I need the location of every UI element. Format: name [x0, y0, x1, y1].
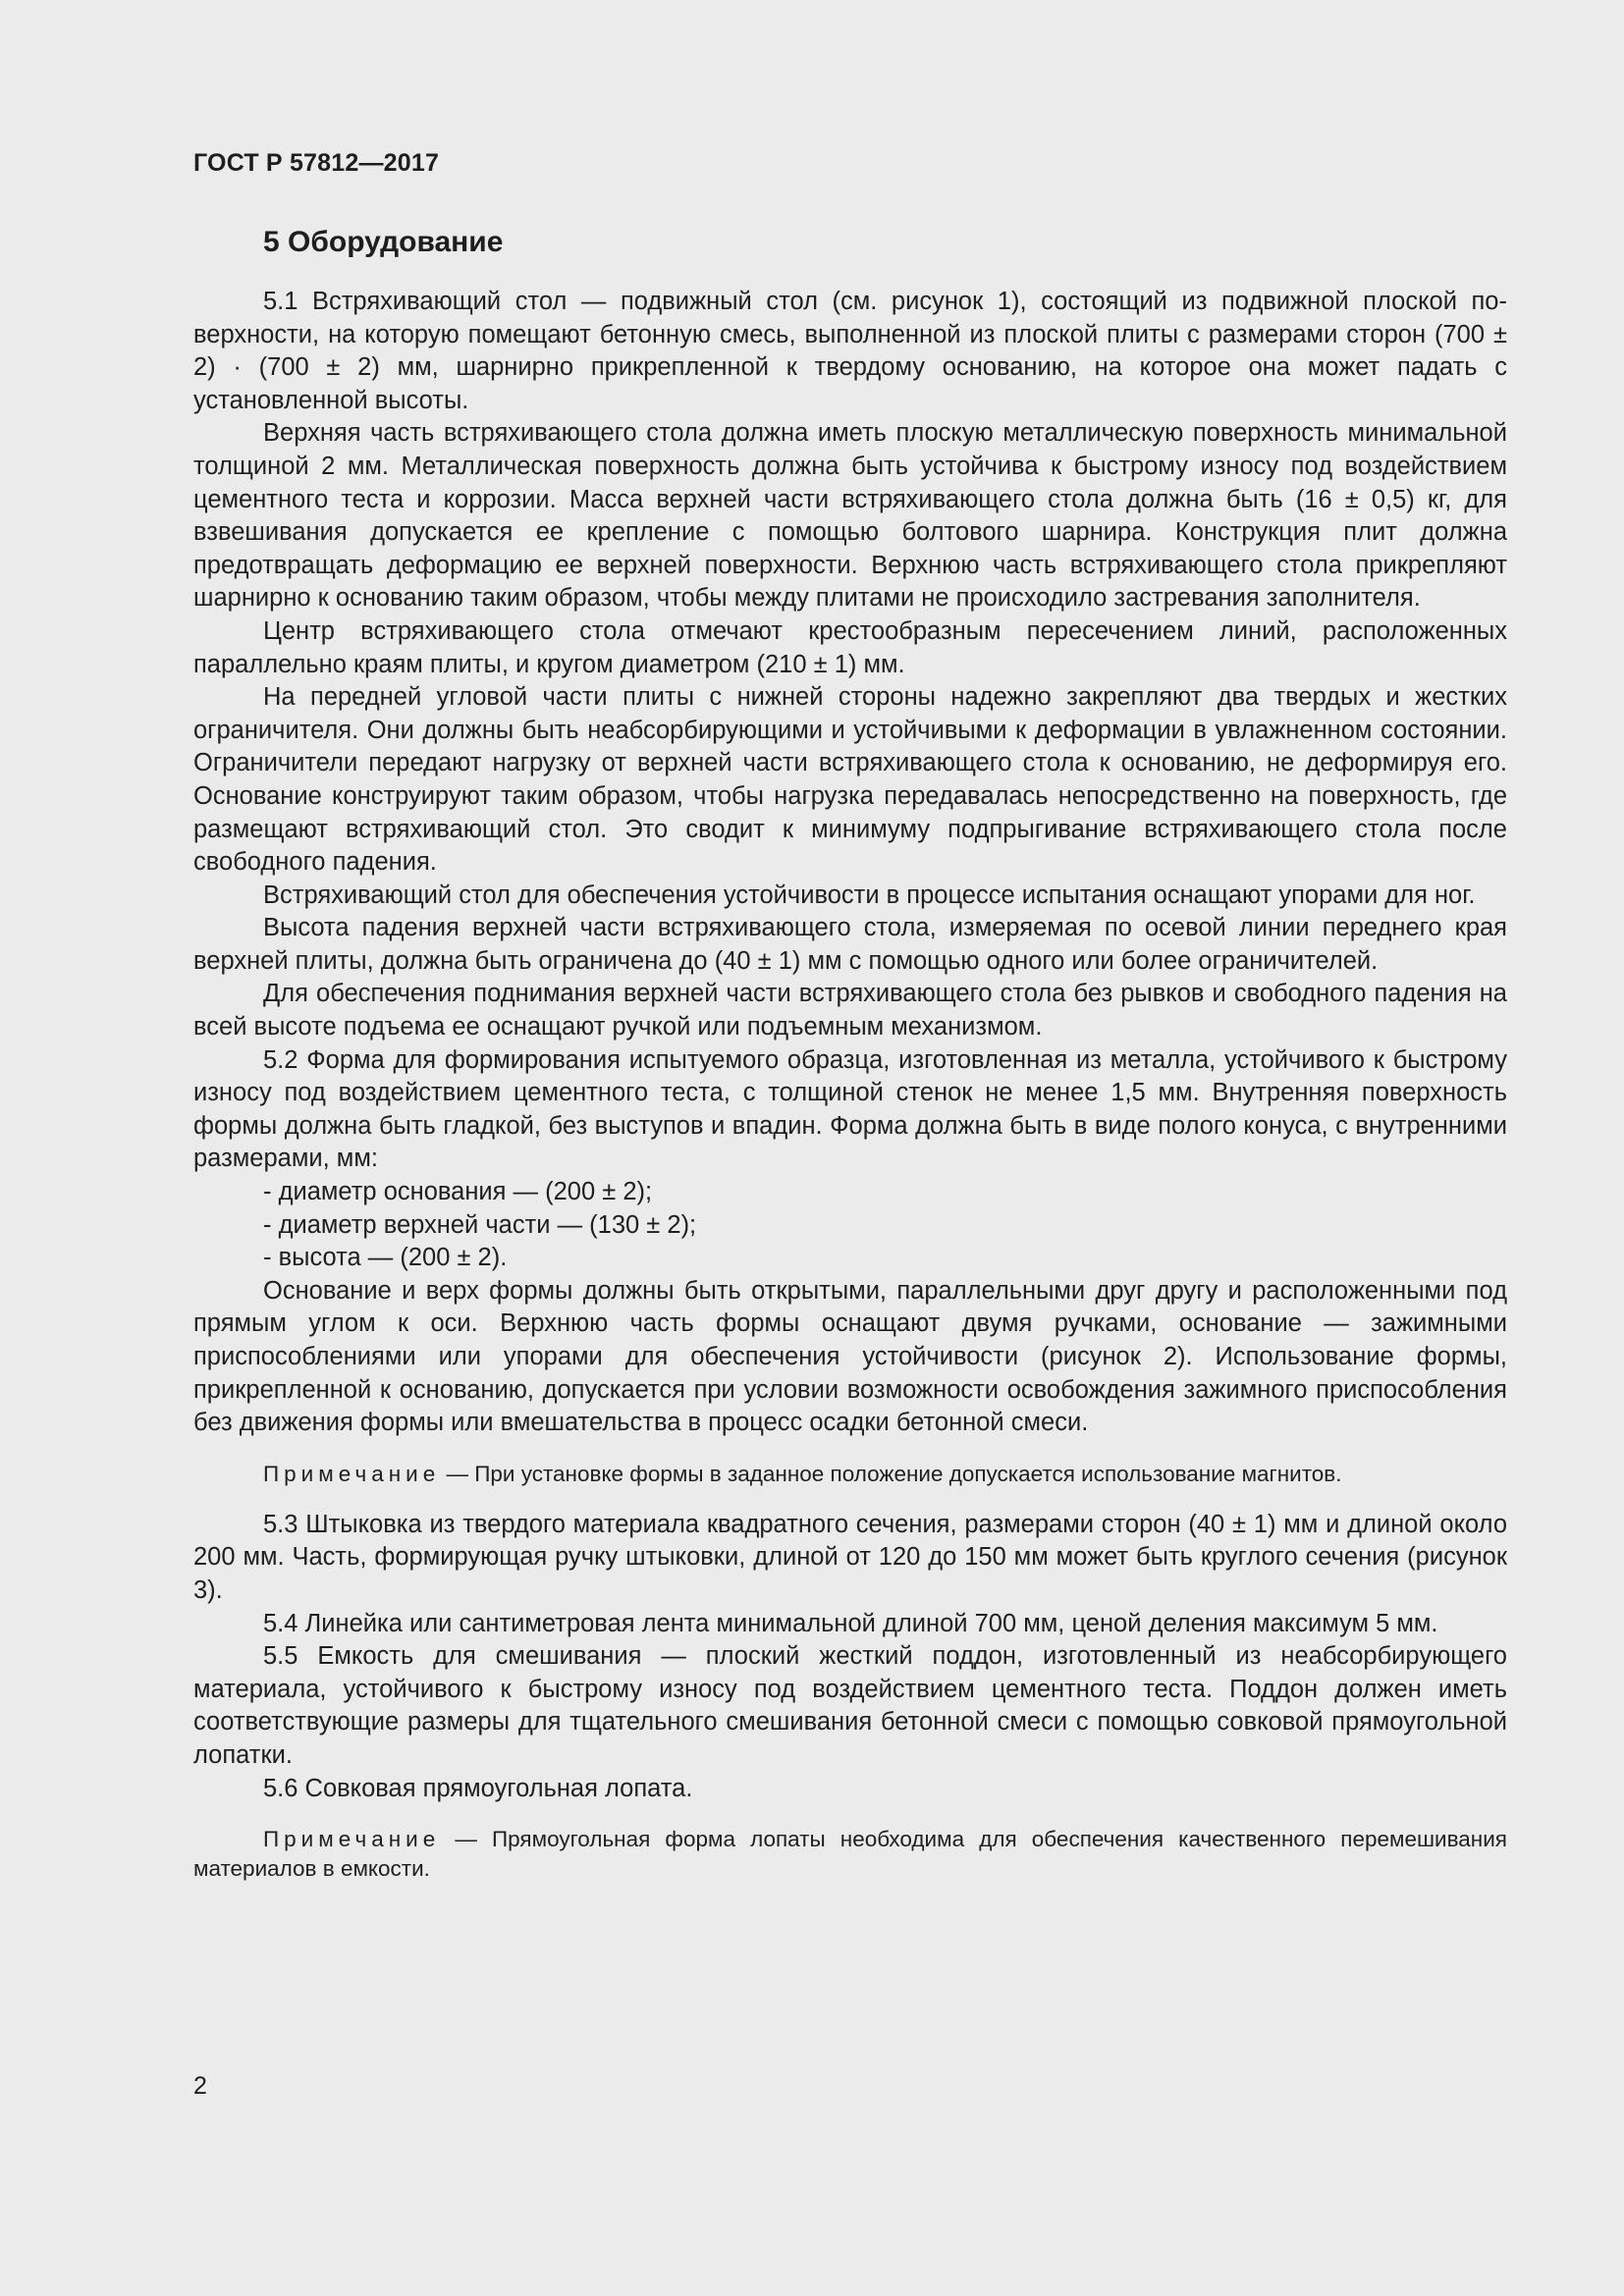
paragraph-lifting: Для обеспечения поднимания верхней части встряхивающего стола без рывков и свободного падения на всей высоте подъема ее оснащают ручкой или подъемным механизмом.	[193, 980, 1507, 1041]
list-item: - высота — (200 ± 2).	[263, 1244, 508, 1272]
document-header: ГОСТ Р 57812—2017	[193, 149, 440, 177]
paragraph-5-6: 5.6 Совковая прямоугольная лопата.	[263, 1774, 693, 1802]
paragraph-5-5: 5.5 Емкость для смешивания — плоский жесткий поддон, изготовленный из неабсорбирующего материала, устойчивого к быстрому износу под воздействием цементного теста. Поддон должен иметь соответствующие размеры для тщательного смешивания бетонной смеси с помощью совковой прямоугольной лопатки.	[193, 1642, 1507, 1769]
list-item: - диаметр верхней части — (130 ± 2);	[263, 1210, 697, 1239]
note-shovel	[193, 1825, 1507, 1884]
paragraph-drop-height: Высота падения верхней части встряхивающего стола, измеряемая по осевой линии переднего края верхней плиты, должна быть ограничена до (40 ± 1) мм с помощью одного или более ограничителей.	[193, 914, 1507, 975]
note-label: Примечание	[263, 1827, 441, 1852]
note-text: — При установке формы в заданное положение допускается использование магнитов.	[440, 1461, 1342, 1486]
paragraph-table-top: Верхняя часть встряхивающего стола должна иметь плоскую металлическую поверхность минимальной толщиной 2 мм. Металлическая поверхность должна быть устойчива к быстрому износу под воздействием цементного теста и коррозии. Масса верхней части встряхивающего стола должна быть (16 ± 0,5) кг, для взвешивания допускается ее крепление с помощью болтового шарнира. Конструкция плит должна предотвращать деформацию ее верхней поверхности. Верхнюю часть встряхивающего стола прикрепляют шарнирно к основанию таким образом, чтобы между плитами не происходило застревания заполнителя.	[193, 419, 1507, 613]
page-number: 2	[193, 2072, 207, 2100]
paragraph-5-2: 5.2 Форма для формирования испытуемого образца, изготовленная из металла, устойчивого к быстрому износу под воздействием цементного теста, с толщиной стенок не менее 1,5 мм. Внутренняя поверхность формы должна быть гладкой, без выступов и впадин. Форма должна быть в виде полого конуса, с внутренними размерами, мм:	[193, 1045, 1507, 1173]
paragraph-table-center: Центр встряхивающего стола отмечают крестообразным пересечением линий, расположенных параллельно краям плиты, и кругом диаметром (210 ± 1) мм.	[193, 616, 1507, 678]
list-item: - диаметр основания — (200 ± 2);	[263, 1178, 653, 1206]
paragraph-foot-stops: Встряхивающий стол для обеспечения устойчивости в процессе испытания оснащают упорами для ног.	[263, 881, 1476, 909]
paragraph-5-1: 5.1 Встряхивающий стол — подвижный стол (см. рисунок 1), состоящий из подвижной плоской поверхности, на которую помещают бетонную смесь, выполненной из плоской плиты с размерами сторон (700 ± 2) · (700 ± 2) мм, шарнирно прикрепленной к твердому основанию, на которое она может падать с установленной высоты.	[193, 288, 1507, 414]
paragraph-limiters: На передней угловой части плиты с нижней стороны надежно закрепляют два твердых и жестких ограничителя. Они должны быть неабсорбирующими и устойчивыми к деформации в увлажненном состоянии. Ограничители передают нагрузку от верхней части встряхивающего стола к основанию, не деформируя его. Основание конструируют таким образом, чтобы нагрузка передавалась непосредственно на поверхность, где размещают встряхивающий стол. Это сводит к минимуму подпрыгивание встряхивающего стола после свободного падения.	[193, 683, 1507, 877]
paragraph-mold-base: Основание и верх формы должны быть открытыми, параллельными друг другу и расположенными под прямым углом к оси. Верхнюю часть формы оснащают двумя ручками, основание — зажимными приспособлениями или упорами для обеспечения устойчивости (рисунок 2). Использование формы, прикрепленной к основанию, допускается при условии возможности освобождения зажимного приспособления без движения формы или вмешательства в процесс осадки бетонной смеси.	[193, 1276, 1507, 1437]
paragraph-5-3: 5.3 Штыковка из твердого материала квадратного сечения, размерами сторон (40 ± 1) мм и длиной около 200 мм. Часть, формирующая ручку штыковки, длиной от 120 до 150 мм может быть круглого сечения (рисунок 3).	[193, 1510, 1507, 1604]
section-title: 5 Оборудование	[263, 226, 504, 258]
note-magnets	[193, 1460, 1507, 1489]
note-text: — Прямоугольная форма лопаты необходима для обеспечения качественного перемешивания материалов в емкости.	[193, 1827, 1507, 1882]
document-body	[193, 286, 1507, 1884]
paragraph-5-4: 5.4 Линейка или сантиметровая лента минимальной длиной 700 мм, ценой деления максимум 5 мм.	[263, 1609, 1438, 1637]
note-label: Примечание	[263, 1461, 441, 1486]
